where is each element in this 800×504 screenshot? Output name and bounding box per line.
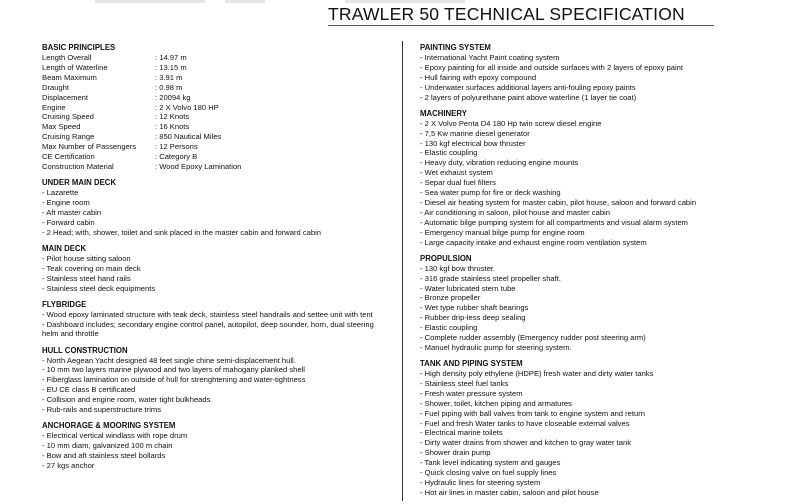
list-item: - 2 layers of polyurethane paint above waterline (1 layer tie coat) <box>420 92 637 102</box>
title-underline <box>328 25 714 26</box>
section-heading: PROPULSION <box>420 253 472 263</box>
left-column <box>42 43 382 477</box>
spec-value: : Category B <box>155 152 198 162</box>
spec-value: : 14.97 m <box>155 53 187 62</box>
spec-label: Max Speed <box>42 122 81 132</box>
list-item: - Emergency manual bilge pump for engine room <box>420 227 585 237</box>
spec-label: Length Overall <box>42 53 92 62</box>
list-item: - Automatic bilge pumping system for all compartments and visual alarm system <box>420 217 688 227</box>
spec-row <box>42 103 241 113</box>
spec-label: Draught <box>42 82 70 92</box>
list-item: - Diesel air heating system for master cabin, pilot house, saloon and forward cabin <box>420 197 697 207</box>
spec-label: Cruising Range <box>42 132 95 142</box>
list-item: - Heavy duty, vibration reducing engine mounts <box>420 158 579 168</box>
list-item: - Lazarette <box>42 188 79 198</box>
section-heading: HULL CONSTRUCTION <box>42 345 128 355</box>
item-list <box>42 431 382 471</box>
list-item: - Electrical vertical windlass with rope drum <box>42 431 188 441</box>
spec-section <box>42 300 382 340</box>
item-list <box>42 254 382 294</box>
spec-section <box>42 178 382 238</box>
item-list <box>420 264 765 353</box>
section-heading: BASIC PRINCIPLES <box>42 43 116 52</box>
list-item: - Underwater surfaces additional layers anti-fouling epoxy paints <box>420 82 636 92</box>
spec-section <box>420 109 765 248</box>
spec-row <box>42 122 241 132</box>
list-item: - Stainless steel fuel tanks <box>420 378 509 388</box>
list-item: - Fuel piping with ball valves from tank to engine system and return <box>420 408 645 418</box>
section-heading: ANCHORAGE & MOORING SYSTEM <box>42 421 176 431</box>
spec-row <box>42 132 241 142</box>
list-item: - Hull fairing with epoxy compound <box>420 72 537 82</box>
list-item: - Forward cabin <box>42 217 95 227</box>
list-item: - Wet type rubber shaft bearings <box>420 303 529 313</box>
top-band <box>95 0 205 3</box>
top-band <box>225 0 265 3</box>
item-list <box>42 356 382 415</box>
spec-section <box>420 254 765 353</box>
spec-section <box>420 359 765 498</box>
list-item: - Wet exhaust system <box>420 168 493 178</box>
spec-section <box>420 43 765 103</box>
list-item: - International Yacht Paint coating system <box>420 53 560 62</box>
list-item: - Dashboard includes; secondary engine control panel, autopilot, deep sounder, horn, dual steering helm and throttle <box>42 319 374 339</box>
list-item: - Aft master cabin <box>42 207 102 217</box>
spec-row <box>42 142 241 152</box>
spec-label: Displacement <box>42 92 89 102</box>
spec-row <box>42 93 241 103</box>
spec-label: Engine <box>42 102 66 112</box>
item-list <box>420 119 765 248</box>
list-item: - Stainless steel hand rails <box>42 273 131 283</box>
top-band <box>345 0 465 3</box>
list-item: - EU CE class B certificated <box>42 385 136 395</box>
spec-row <box>42 162 241 172</box>
list-item: - Hydraulic lines for steering system <box>420 478 541 487</box>
spec-row <box>42 53 241 63</box>
spec-row <box>42 112 241 122</box>
list-item: - High density poly ethylene (HDPE) fresh water and dirty water tanks <box>420 369 654 379</box>
list-item: - Quick closing valve on fuel supply lines <box>420 468 557 478</box>
section-heading: FLYBRIDGE <box>42 299 87 309</box>
list-item: - Teak covering on main deck <box>42 263 141 273</box>
spec-section <box>42 244 382 294</box>
column-divider <box>402 41 403 501</box>
section-heading: MAIN DECK <box>42 243 87 253</box>
list-item: - Air conditioning in saloon, pilot house and master cabin <box>420 207 610 217</box>
list-item: - Sea water pump for fire or deck washing <box>420 188 561 198</box>
list-item: - Rubber drip-less deep sealing <box>420 313 526 323</box>
spec-label: CE Certification <box>42 152 95 162</box>
list-item: - Complete rudder assembly (Emergency rudder post steering arm) <box>420 333 646 343</box>
list-item: - Fuel and fresh Water tanks to have closeable external valves <box>420 418 630 428</box>
list-item: - Electrical marine toilets <box>420 428 503 438</box>
list-item: - 10 mm diam, galvanized 100 m chain <box>42 441 173 451</box>
specs-table <box>42 53 241 172</box>
list-item: - Rub-rails and superstructure trims <box>42 405 162 415</box>
list-item: - North Aegean Yacht designed 48 feet single chine semi-displacement hull. <box>42 355 296 365</box>
list-item: - Stainless steel deck equipments <box>42 283 156 293</box>
basic-principles-section <box>42 43 382 172</box>
list-item: - 2 Head; with, shower, toilet and sink placed in the master cabin and forward cabin <box>42 227 322 237</box>
list-item: - Water lubricated stern tube <box>420 283 516 293</box>
list-item: - Large capacity intake and exhaust engine room ventilation system <box>420 237 647 247</box>
spec-value: : 13.15 m <box>155 62 187 72</box>
list-item: - 130 kgf bow thruster. <box>420 263 496 273</box>
list-item: - Elastic coupling <box>420 148 478 158</box>
page-title: TRAWLER 50 TECHNICAL SPECIFICATION <box>328 4 685 24</box>
spec-label: Cruising Speed <box>42 112 94 122</box>
spec-label: Length of Waterline <box>42 62 108 72</box>
list-item: - Shower, toilet, kitchen piping and armatures <box>420 398 572 408</box>
list-item: - 7,5 Kw marine diesel generator <box>420 128 530 138</box>
list-item: - Engine room <box>42 197 90 207</box>
spec-value: : 3.91 m <box>155 72 183 82</box>
spec-value: : 0.98 m <box>155 82 183 92</box>
list-item: - Tank level indicating system and gauges <box>420 458 561 468</box>
section-heading: UNDER MAIN DECK <box>42 178 117 188</box>
spec-value: : 2 X Volvo 180 HP <box>155 102 219 112</box>
list-item: - 2 X Volvo Penta D4 180 Hp twin screw diesel engine <box>420 118 602 128</box>
spec-value: : 12 Persons <box>155 142 198 152</box>
list-item: - Separ dual fuel filters <box>420 178 496 188</box>
list-item: - Wood epoxy laminated structure with teak deck, stainless steel handrails and settee unit with tent <box>42 309 373 319</box>
list-item: - Hot air lines in master cabin, saloon and pilot house <box>420 487 599 497</box>
section-heading: PAINTING SYSTEM <box>420 43 491 52</box>
spec-value: : 850 Nautical Miles <box>155 132 222 142</box>
item-list <box>42 310 382 340</box>
spec-row <box>42 83 241 93</box>
list-item: - Bow and aft stainless steel bollards <box>42 450 166 460</box>
spec-row <box>42 73 241 83</box>
list-item: - Shower drain pump <box>420 448 491 458</box>
list-item: - Elastic coupling <box>420 323 478 333</box>
spec-label: Beam Maximum <box>42 72 97 82</box>
spec-label: Construction Material <box>42 161 114 171</box>
spec-value: : Wood Epoxy Lamination <box>155 161 242 171</box>
spec-section <box>42 346 382 415</box>
spec-section <box>42 421 382 471</box>
list-item: - 316 grade stainless steel propeller shaft. <box>420 273 561 283</box>
list-item: - Fiberglass lamination on outside of hull for strenghtening and water-tightness <box>42 375 306 385</box>
list-item: - Bronze propeller <box>420 293 481 303</box>
list-item: - 27 kgs anchor <box>42 460 95 470</box>
section-heading: TANK AND PIPING SYSTEM <box>420 359 523 369</box>
list-item: - Manuel hydraulic pump for steering system. <box>420 342 572 352</box>
spec-row <box>42 63 241 73</box>
list-item: - Pilot house sitting saloon <box>42 253 131 263</box>
list-item: - Epoxy painting for all inside and outside surfaces with 2 layers of epoxy paint <box>420 62 683 72</box>
spec-value: : 12 Knots <box>155 112 190 122</box>
list-item: - 130 kgf electrical bow thruster <box>420 138 526 148</box>
list-item: - Collision and engine room, water tight bulkheads <box>42 395 211 405</box>
section-heading: MACHINERY <box>420 108 467 118</box>
item-list <box>42 188 382 238</box>
spec-value: : 16 Knots <box>155 122 190 132</box>
list-item: - Fresh water pressure system <box>420 388 523 398</box>
list-item: - 10 mm two layers marine plywood and two layers of mahogany planked shell <box>42 365 305 375</box>
item-list <box>420 369 765 498</box>
item-list <box>420 53 765 103</box>
spec-label: Max Number of Passengers <box>42 142 137 152</box>
list-item: - Dirty water drains from shower and kitchen to gray water tank <box>420 438 632 448</box>
spec-row <box>42 152 241 162</box>
right-column <box>420 43 765 504</box>
spec-value: : 20094 kg <box>155 92 191 102</box>
